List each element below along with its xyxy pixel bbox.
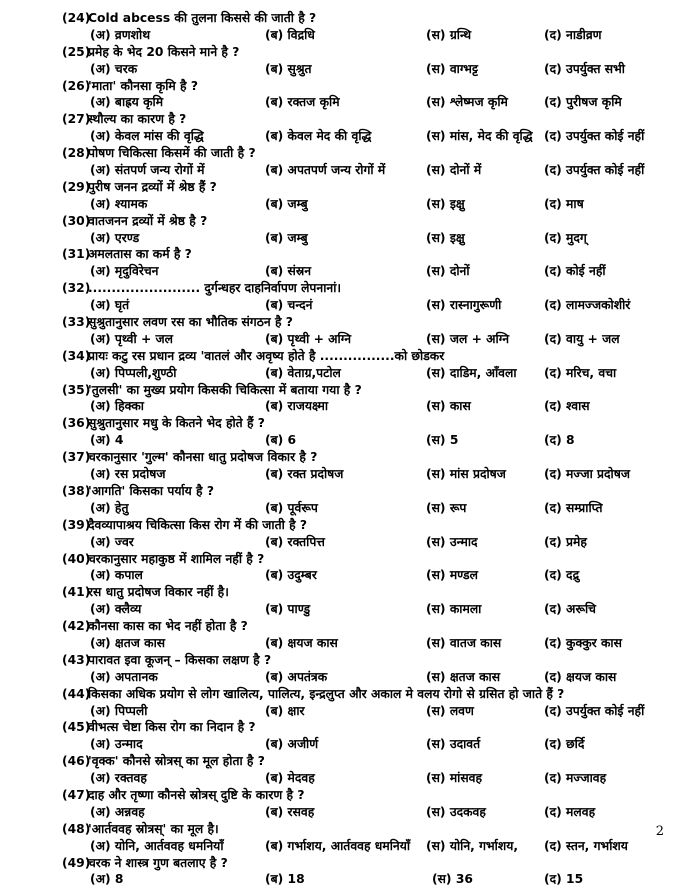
option-a: (अ) अन्नवह [90, 804, 145, 819]
question-number: (36) [62, 416, 91, 431]
option-a: (अ) व्रणशोथ [90, 27, 151, 42]
option-d: (द) उपर्युक्त कोई नहीं [544, 163, 645, 178]
question-item [62, 686, 662, 720]
question-number: (29) [62, 179, 91, 194]
option-b: (ब) अजीर्ण [265, 737, 319, 752]
option-c: (स) योनि, गर्भाशय, [426, 838, 519, 853]
options-row [62, 128, 662, 145]
options-row [62, 500, 662, 517]
options-row [62, 466, 662, 483]
option-b: (ब) रक्तपित्त [265, 534, 325, 549]
question-number: (26) [62, 78, 91, 93]
question-number: (35) [62, 382, 91, 397]
options-row [62, 432, 662, 449]
option-c: (स) जल + अग्नि [426, 331, 510, 346]
option-d: (द) 15 [544, 872, 584, 887]
option-a: (अ) घृतं [90, 298, 130, 313]
question-item [62, 382, 662, 416]
option-c: (स) लवण [426, 703, 474, 718]
options-row [62, 703, 662, 720]
option-d: (द) वायु + जल [544, 331, 620, 346]
question-number: (25) [62, 44, 91, 59]
option-d: (द) मज्जा प्रदोषज [544, 467, 630, 482]
option-d: (द) उपर्युक्त कोई नहीं [544, 129, 645, 144]
options-row [62, 94, 662, 111]
question-item [62, 111, 662, 145]
option-d: (द) कुक्कुर कास [544, 635, 622, 650]
question-number: (48) [62, 821, 91, 836]
question-number: (49) [62, 855, 91, 870]
question-line [62, 10, 662, 27]
option-b: (ब) रक्त प्रदोषज [265, 467, 344, 482]
question-line [62, 145, 662, 162]
question-text: 'आगति' किसका पर्याय है ? [88, 483, 215, 498]
option-c: (स) उन्माद [426, 534, 478, 549]
question-line [62, 111, 662, 128]
question-line [62, 618, 662, 635]
question-number: (44) [62, 686, 91, 701]
option-c: (स) दोनों में [426, 163, 482, 178]
option-b: (ब) क्षयज कास [265, 635, 338, 650]
option-c: (स) इक्षु [426, 230, 465, 245]
option-b: (ब) 18 [265, 872, 305, 887]
question-list [62, 10, 662, 888]
option-b: (ब) रसवह [265, 804, 315, 819]
options-row [62, 365, 662, 382]
question-text: चरक ने शास्त्र गुण बतलाए है ? [88, 855, 228, 870]
question-text: वीभत्स चेष्टा किस रोग का निदान है ? [88, 720, 256, 735]
option-c: (स) दोनों [426, 264, 470, 279]
option-b: (ब) राजयक्ष्मा [265, 399, 329, 414]
question-item [62, 314, 662, 348]
option-d: (द) दद्रु [544, 568, 580, 583]
question-item [62, 719, 662, 753]
option-d: (द) छर्दि [544, 737, 585, 752]
option-c: (स) उदावर्त [426, 737, 481, 752]
question-text: 'तुलसी' का मुख्य प्रयोग किसकी चिकित्सा में बताया गया है ? [88, 382, 362, 397]
option-d: (द) सम्प्राप्ति [544, 500, 603, 515]
question-line [62, 44, 662, 61]
option-c: (स) दाडिम, आँवला [426, 365, 517, 380]
question-item [62, 753, 662, 787]
option-b: (ब) मेदवह [265, 771, 315, 786]
option-a: (अ) उन्माद [90, 737, 143, 752]
question-number: (37) [62, 450, 91, 465]
question-text: चरकानुसार महाकुष्ठ में शामिल नहीं है ? [88, 551, 265, 566]
question-item [62, 415, 662, 449]
question-number: (40) [62, 551, 91, 566]
option-c: (स) मण्डल [426, 568, 478, 583]
option-c: (स) मांसवह [426, 771, 483, 786]
option-c: (स) कामला [426, 602, 482, 617]
question-text: दैवव्यापाश्रय चिकित्सा किस रोग में की जाती है ? [88, 517, 308, 532]
question-line [62, 382, 662, 399]
options-row [62, 567, 662, 584]
question-line [62, 517, 662, 534]
question-number: (47) [62, 787, 91, 802]
option-a: (अ) पिप्पली [90, 703, 148, 718]
question-item [62, 78, 662, 112]
question-item [62, 449, 662, 483]
question-line [62, 584, 662, 601]
question-number: (33) [62, 315, 91, 330]
option-a: (अ) एरण्ड [90, 230, 140, 245]
question-number: (24) [62, 11, 91, 25]
option-b: (ब) विद्रधि [265, 27, 315, 42]
option-c: (स) कास [426, 399, 471, 414]
option-b: (ब) गर्भाशय, आर्तववह धमनियाँ [265, 838, 411, 853]
options-row [62, 838, 662, 855]
options-row [62, 162, 662, 179]
question-line [62, 415, 662, 432]
option-a: (अ) केवल मांस की वृद्धि [90, 129, 204, 144]
question-line [62, 78, 662, 95]
option-d: (द) उपर्युक्त सभी [544, 61, 625, 76]
question-item [62, 652, 662, 686]
question-text: ........................ दुर्गन्धहर दाहनिर्वापण लेपनानां। [88, 281, 342, 296]
option-d: (द) प्रमेह [544, 534, 587, 549]
question-line [62, 686, 662, 703]
question-line [62, 213, 662, 230]
question-line [62, 719, 662, 736]
question-text: किसका अधिक प्रयोग से लोग खालित्य, पालित्य, इन्द्रलुप्त और अकाल मे वलय रोगो से ग्रसित हो जाते हैं ? [88, 686, 565, 701]
question-number: (38) [62, 483, 91, 498]
option-d: (द) मज्जावह [544, 771, 607, 786]
option-b: (ब) रक्तज कृमि [265, 95, 340, 110]
option-c: (स) वातज कास [426, 635, 502, 650]
option-b: (ब) चन्दनं [265, 298, 313, 313]
option-d: (द) मुदग् [544, 230, 587, 245]
question-item [62, 517, 662, 551]
option-d: (द) नाडीव्रण [544, 27, 602, 42]
option-d: (द) स्तन, गर्भाशय [544, 838, 628, 853]
option-a: (अ) हिक्का [90, 399, 144, 414]
option-c: (स) 5 [426, 433, 459, 448]
option-a: (अ) हेतु [90, 500, 129, 515]
question-text: पुरीष जनन द्रव्यों में श्रेष्ठ हैं ? [88, 179, 217, 194]
question-line [62, 753, 662, 770]
options-row [62, 736, 662, 753]
question-text: पारावत इवा कूजन् – किसका लक्षण है ? [88, 652, 272, 667]
page-number: 2 [655, 824, 664, 839]
option-b: (ब) पाण्डु [265, 602, 311, 617]
option-b: (ब) क्षार [265, 703, 305, 718]
option-b: (ब) संस्रन [265, 264, 312, 279]
question-item [62, 855, 662, 888]
question-line [62, 483, 662, 500]
question-number: (42) [62, 619, 91, 634]
option-d: (द) मरिच, वचा [544, 365, 617, 380]
question-number: (41) [62, 585, 91, 600]
question-text: कौनसा कास का भेद नहीं होता है ? [88, 619, 248, 634]
question-text: प्रायः कटु रस प्रधान द्रव्य 'वातलं और अवृष्य होते है ................को छोडकर [88, 348, 445, 363]
option-a: (अ) कपाल [90, 568, 143, 583]
question-item [62, 246, 662, 280]
question-item [62, 145, 662, 179]
question-line [62, 348, 662, 365]
option-b: (ब) उदुम्बर [265, 568, 317, 583]
option-a: (अ) मृदुविरेचन [90, 264, 159, 279]
option-a: (अ) अपतानक [90, 669, 158, 684]
question-text: अमलतास का कर्म है ? [88, 247, 192, 262]
option-a: (अ) संतपर्ण जन्य रोगों में [90, 163, 205, 178]
options-row [62, 230, 662, 247]
question-item [62, 44, 662, 78]
option-d: (द) लामज्जकोशीरं [544, 298, 631, 313]
option-a: (अ) 4 [90, 433, 124, 448]
question-line [62, 246, 662, 263]
option-a: (अ) क्षतज कास [90, 635, 166, 650]
option-c: (स) ग्रन्थि [426, 27, 472, 42]
option-b: (ब) अपतंत्रक [265, 669, 328, 684]
option-a: (अ) बाह्रय कृमि [90, 95, 164, 110]
option-d: (द) कोई नहीं [544, 264, 606, 279]
question-number: (45) [62, 720, 91, 735]
question-item [62, 483, 662, 517]
option-b: (ब) 6 [265, 433, 297, 448]
question-line [62, 821, 662, 838]
question-text: वातजनन द्रव्यों में श्रेष्ठ है ? [88, 213, 208, 228]
question-line [62, 855, 662, 872]
option-a: (अ) पृथ्वी + जल [90, 331, 173, 346]
option-d: (द) 8 [544, 433, 575, 448]
options-row [62, 635, 662, 652]
option-b: (ब) वेताग्र,पटोल [265, 365, 341, 380]
question-number: (30) [62, 213, 91, 228]
question-item [62, 213, 662, 247]
question-number: (46) [62, 754, 91, 769]
option-c: (स) इक्षु [426, 196, 465, 211]
options-row [62, 331, 662, 348]
options-row [62, 297, 662, 314]
options-row [62, 196, 662, 213]
option-a: (अ) ज्वर [90, 534, 134, 549]
question-text: चरकानुसार 'गुल्म' कौनसा धातु प्रदोषज विकार है ? [88, 450, 318, 465]
options-row [62, 770, 662, 787]
question-text: 'वृक्क' कौनसे स्रोत्रस् का मूल होता है ? [88, 754, 265, 769]
question-text: Cold abcess की तुलना किससे की जाती है ? [88, 11, 317, 25]
question-item [62, 787, 662, 821]
option-c: (स) रास्नागुरूणी [426, 298, 502, 313]
option-d: (द) उपर्युक्त कोई नहीं [544, 703, 645, 718]
question-item [62, 618, 662, 652]
question-text: दाह और तृष्णा कौनसे स्रोत्रस् दुष्टि के कारण है ? [88, 787, 305, 802]
option-b: (ब) सुश्रुत [265, 61, 312, 76]
question-number: (31) [62, 247, 91, 262]
question-line [62, 551, 662, 568]
question-number: (27) [62, 112, 91, 127]
option-a: (अ) श्यामक [90, 196, 148, 211]
options-row [62, 669, 662, 686]
option-d: (द) मलवह [544, 804, 596, 819]
option-a: (अ) 8 [90, 872, 124, 887]
option-c: (स) क्षतज कास [426, 669, 501, 684]
question-text: प्रमेह के भेद 20 किसने माने है ? [88, 44, 240, 59]
option-b: (ब) पूर्वरूप [265, 500, 318, 515]
question-number: (34) [62, 348, 91, 363]
question-line [62, 449, 662, 466]
option-b: (ब) केवल मेद की वृद्धि [265, 129, 372, 144]
question-number: (39) [62, 517, 91, 532]
question-text: 'माता' कौनसा कृमि है ? [88, 78, 198, 93]
option-a: (अ) क्लैव्य [90, 602, 142, 617]
options-row [62, 601, 662, 618]
option-b: (ब) जम्बु [265, 230, 308, 245]
question-number: (28) [62, 146, 91, 161]
question-text: सुश्रुतानुसार मधु के कितने भेद होते हैं ? [88, 416, 265, 431]
question-text: पोषण चिकित्सा किसमें की जाती है ? [88, 146, 256, 161]
question-item [62, 584, 662, 618]
question-line [62, 179, 662, 196]
option-c: (स) रूप [426, 500, 467, 515]
option-d: (द) माष [544, 196, 584, 211]
question-line [62, 652, 662, 669]
option-a: (अ) रक्तवह [90, 771, 147, 786]
options-row [62, 398, 662, 415]
option-a: (अ) चरक [90, 61, 138, 76]
question-line [62, 787, 662, 804]
option-c: (स) वाग्भट्ट [426, 61, 478, 76]
question-item [62, 348, 662, 382]
question-text: 'आर्तववह स्रोत्रस्' का मूल है। [88, 821, 219, 836]
question-text: रस धातु प्रदोषज विकार नहीं है। [88, 585, 229, 600]
option-c: (स) 36 [432, 872, 473, 887]
option-b: (ब) पृथ्वी + अग्नि [265, 331, 352, 346]
options-row [62, 534, 662, 551]
option-d: (द) श्वास [544, 399, 590, 414]
option-b: (ब) जम्बु [265, 196, 308, 211]
option-d: (द) अरूचि [544, 602, 596, 617]
option-c: (स) उदकवह [426, 804, 486, 819]
options-row [62, 61, 662, 78]
option-b: (ब) अपतपर्ण जन्य रोगों में [265, 163, 386, 178]
option-a: (अ) योनि, आर्तववह धमनियाँ [90, 838, 224, 853]
options-row [62, 27, 662, 44]
option-c: (स) मांस, मेद की वृद्धि [426, 129, 533, 144]
options-row [62, 263, 662, 280]
question-item [62, 280, 662, 314]
question-number: (32) [62, 281, 91, 296]
question-item [62, 551, 662, 585]
question-item [62, 179, 662, 213]
question-line [62, 314, 662, 331]
question-line [62, 280, 662, 297]
question-text: स्थौल्य का कारण है ? [88, 112, 187, 127]
question-number: (43) [62, 652, 91, 667]
option-a: (अ) पिप्पली,शुण्ठी [90, 365, 177, 380]
option-a: (अ) रस प्रदोषज [90, 467, 166, 482]
question-item [62, 10, 662, 44]
question-text: सुश्रुतानुसार लवण रस का भौतिक संगठन है ? [88, 315, 293, 330]
options-row [62, 804, 662, 821]
option-d: (द) पुरीषज कृमि [544, 95, 622, 110]
option-d: (द) क्षयज कास [544, 669, 617, 684]
option-c: (स) मांस प्रदोषज [426, 467, 506, 482]
option-c: (स) श्लेष्मज कृमि [426, 95, 508, 110]
question-item [62, 821, 662, 855]
